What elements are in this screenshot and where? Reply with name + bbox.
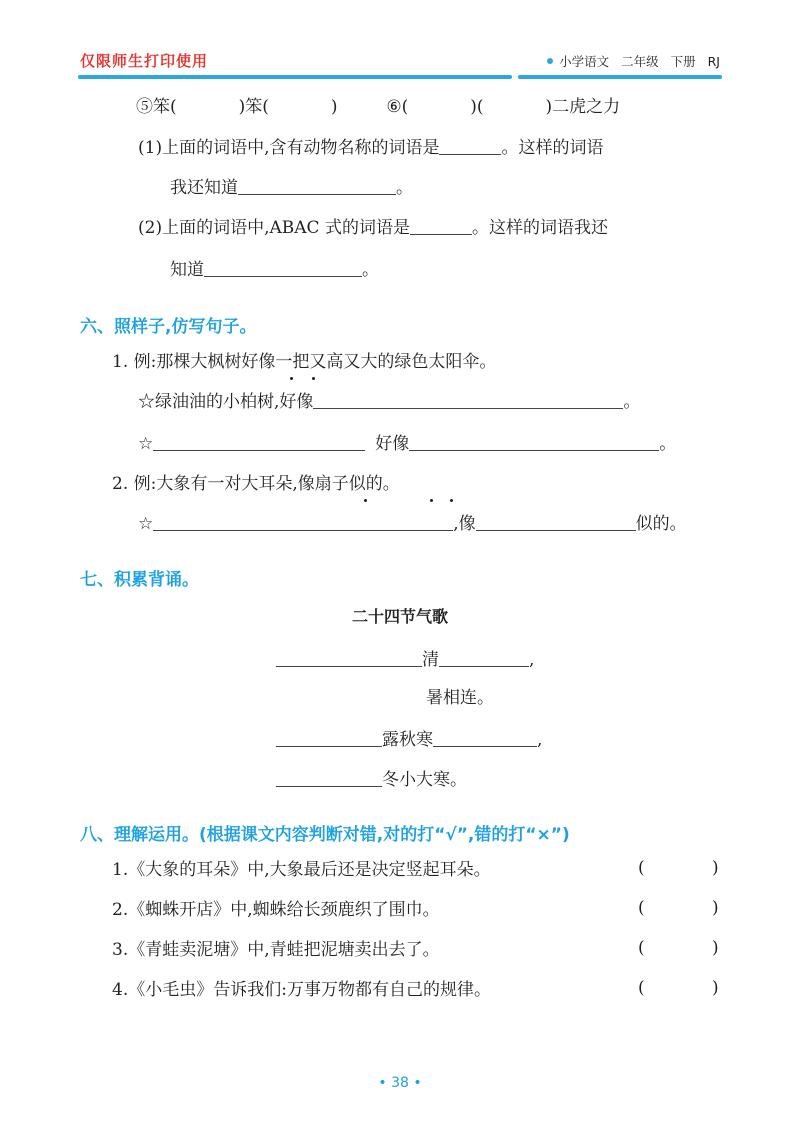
poem-line-3: 露秋寒 , xyxy=(276,728,542,752)
answer-paren-open[interactable]: ( xyxy=(638,978,645,998)
emphasis-dot xyxy=(312,377,315,380)
poem-line-1: 清 , xyxy=(276,648,534,672)
term-label: 下册 xyxy=(670,54,696,69)
idiom-row: ⑤笨( )笨( ) ⑥( )( )二虎之力 xyxy=(136,97,621,117)
print-notice: 仅限师生打印使用 xyxy=(80,52,209,70)
question-5-1-cont: 我还知道 。 xyxy=(170,178,413,198)
answer-blank[interactable] xyxy=(276,768,382,787)
answer-blank[interactable] xyxy=(409,432,659,451)
emphasis-dot xyxy=(290,377,293,380)
fill-1a: ☆绿油油的小柏树,好像 。 xyxy=(138,392,641,412)
answer-blank[interactable] xyxy=(439,648,529,667)
emphasis-dot xyxy=(450,499,453,502)
subject-label: 小学语文 xyxy=(559,54,610,69)
question-5-2: (2)上面的词语中,ABAC 式的词语是 。这样的词语我还 xyxy=(138,218,608,238)
section-8-heading: 八、理解运用。(根据课文内容判断对错,对的打“√”,错的打“×”) xyxy=(80,825,570,845)
answer-blank[interactable] xyxy=(153,512,453,531)
section-6-heading: 六、照样子,仿写句子。 xyxy=(80,317,257,337)
answer-blank[interactable] xyxy=(153,432,365,451)
section-7-heading: 七、积累背诵。 xyxy=(80,570,199,590)
answer-paren-open[interactable]: ( xyxy=(638,858,645,878)
emphasis-dot xyxy=(364,499,367,502)
answer-blank[interactable] xyxy=(433,728,537,747)
question-5-2-cont: 知道 。 xyxy=(170,260,379,280)
answer-paren-close: ) xyxy=(712,938,719,958)
fill-2: ☆ ,像 似的。 xyxy=(138,514,687,534)
judge-item-2: 2.《蜘蛛开店》中,蜘蛛给长颈鹿织了围巾。 xyxy=(112,900,440,920)
example-1: 1. 例:那棵大枫树好像一把又高又大的绿色太阳伞。 xyxy=(112,352,497,372)
answer-paren-close: ) xyxy=(712,978,719,998)
answer-paren-open[interactable]: ( xyxy=(638,938,645,958)
answer-blank[interactable] xyxy=(238,176,396,195)
grade-label: 二年级 xyxy=(621,54,659,69)
idiom-6-text: ( xyxy=(401,97,409,117)
emphasis-dot xyxy=(430,499,433,502)
header-divider xyxy=(78,75,722,79)
idiom-5-text: 笨( xyxy=(153,97,177,117)
answer-paren-close: ) xyxy=(712,898,719,918)
answer-blank[interactable] xyxy=(313,390,623,409)
poem-title: 二十四节气歌 xyxy=(351,607,448,626)
judge-item-1: 1.《大象的耳朵》中,大象最后还是决定竖起耳朵。 xyxy=(112,860,491,880)
page-number: • 38 • xyxy=(378,1075,422,1091)
edition-label: RJ xyxy=(707,53,720,69)
answer-paren-open[interactable]: ( xyxy=(638,898,645,918)
question-5-1: (1)上面的词语中,含有动物名称的词语是 。这样的词语 xyxy=(138,138,604,158)
bullet-dot-icon xyxy=(547,58,553,64)
answer-blank[interactable] xyxy=(410,216,472,235)
fill-1b: ☆ 好像 。 xyxy=(138,434,677,454)
answer-blank[interactable] xyxy=(204,258,362,277)
answer-blank[interactable] xyxy=(476,512,636,531)
answer-blank[interactable] xyxy=(439,136,501,155)
judge-item-3: 3.《青蛙卖泥塘》中,青蛙把泥塘卖出去了。 xyxy=(112,940,440,960)
answer-blank[interactable] xyxy=(276,648,422,667)
answer-blank[interactable] xyxy=(276,728,382,747)
example-2: 2. 例:大象有一对大耳朵,像扇子似的。 xyxy=(112,474,400,494)
book-info xyxy=(547,52,720,70)
judge-item-4: 4.《小毛虫》告诉我们:万事万物都有自己的规律。 xyxy=(112,980,491,1000)
answer-paren-close: ) xyxy=(712,858,719,878)
poem-line-4: 冬小大寒。 xyxy=(276,768,467,792)
poem-line-2: 暑相连。 xyxy=(426,688,494,708)
